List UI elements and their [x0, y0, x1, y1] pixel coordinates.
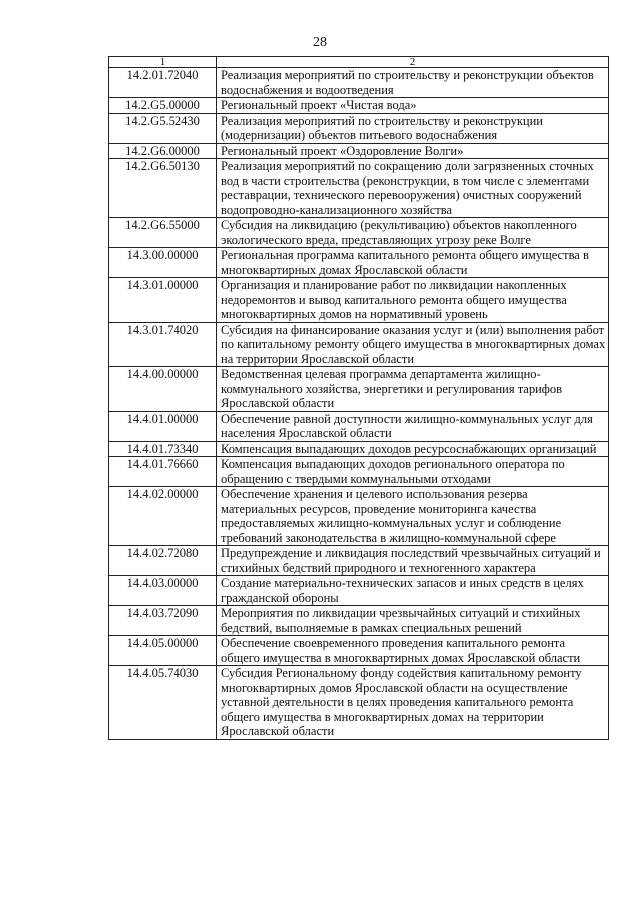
- row-name: Субсидия на финансирование оказания услуг и (или) выполнения работ по капитальному ремонту общего имущества в многоквартирных домах на территории Ярославской области: [217, 322, 609, 367]
- table-row: [109, 143, 609, 159]
- row-code: 14.3.00.00000: [109, 248, 217, 278]
- table-row: [109, 159, 609, 218]
- table-header-row: [109, 57, 609, 68]
- row-code: 14.3.01.74020: [109, 322, 217, 367]
- column-header-code: 1: [109, 57, 217, 68]
- row-code: 14.4.03.00000: [109, 576, 217, 606]
- table-row: [109, 576, 609, 606]
- row-code: 14.4.05.74030: [109, 666, 217, 740]
- row-code: 14.4.03.72090: [109, 606, 217, 636]
- row-code: 14.4.01.73340: [109, 441, 217, 457]
- table-row: [109, 606, 609, 636]
- row-code: 14.2.G6.55000: [109, 218, 217, 248]
- row-name: Региональная программа капитального ремонта общего имущества в многоквартирных домах Ярославской области: [217, 248, 609, 278]
- table-row: [109, 322, 609, 367]
- table-row: [109, 98, 609, 114]
- table-row: [109, 68, 609, 98]
- row-code: 14.4.02.00000: [109, 487, 217, 546]
- table-row: [109, 636, 609, 666]
- table-row: [109, 113, 609, 143]
- row-name: Мероприятия по ликвидации чрезвычайных ситуаций и стихийных бедствий, выполняемые в рамках специальных решений: [217, 606, 609, 636]
- table-row: [109, 367, 609, 412]
- table-row: [109, 411, 609, 441]
- row-name: Региональный проект «Оздоровление Волги»: [217, 143, 609, 159]
- row-name: Обеспечение равной доступности жилищно-коммунальных услуг для населения Ярославской области: [217, 411, 609, 441]
- row-code: 14.4.05.00000: [109, 636, 217, 666]
- row-name: Реализация мероприятий по сокращению доли загрязненных сточных вод в части строительства (реконструкции, в том числе с элементами реставрации, технического перевооружения) очистных сооружений водопроводно-канализационного хозяйства: [217, 159, 609, 218]
- table-body: [109, 68, 609, 740]
- table-row: [109, 278, 609, 323]
- row-name: Субсидия Региональному фонду содействия капитальному ремонту многоквартирных домов Ярославской области на осуществление уставной деятельности в целях проведения капитального ремонта общего имущества в многоквартирных домах на территории Ярославской области: [217, 666, 609, 740]
- row-name: Создание материально-технических запасов и иных средств в целях гражданской обороны: [217, 576, 609, 606]
- table-row: [109, 248, 609, 278]
- table-row: [109, 218, 609, 248]
- row-code: 14.2.G5.52430: [109, 113, 217, 143]
- row-name: Ведомственная целевая программа департамента жилищно-коммунального хозяйства, энергетики и регулирования тарифов Ярославской области: [217, 367, 609, 412]
- row-name: Организация и планирование работ по ликвидации накопленных недоремонтов и вывод капитального ремонта общего имущества многоквартирных домов на нормативный уровень: [217, 278, 609, 323]
- row-code: 14.2.G5.00000: [109, 98, 217, 114]
- row-name: Предупреждение и ликвидация последствий чрезвычайных ситуаций и стихийных бедствий природного и техногенного характера: [217, 546, 609, 576]
- row-code: 14.2.G6.50130: [109, 159, 217, 218]
- row-name: Компенсация выпадающих доходов ресурсоснабжающих организаций: [217, 441, 609, 457]
- table-row: [109, 546, 609, 576]
- row-code: 14.4.00.00000: [109, 367, 217, 412]
- row-name: Компенсация выпадающих доходов регионального оператора по обращению с твердыми коммунальными отходами: [217, 457, 609, 487]
- row-name: Обеспечение хранения и целевого использования резерва материальных ресурсов, проведение мониторинга качества предоставляемых жилищно-коммунальных услуг и соблюдение требований законодательства в жилищно-коммунальной сфере: [217, 487, 609, 546]
- row-code: 14.2.01.72040: [109, 68, 217, 98]
- row-name: Реализация мероприятий по строительству и реконструкции объектов водоснабжения и водоотведения: [217, 68, 609, 98]
- page-number: 28: [313, 35, 327, 50]
- row-name: Региональный проект «Чистая вода»: [217, 98, 609, 114]
- row-name: Обеспечение своевременного проведения капитального ремонта общего имущества в многоквартирных домах Ярославской области: [217, 636, 609, 666]
- budget-classification-table: [108, 56, 609, 740]
- table-row: [109, 457, 609, 487]
- row-code: 14.4.02.72080: [109, 546, 217, 576]
- row-name: Субсидия на ликвидацию (рекультивацию) объектов накопленного экологического вреда, представляющих угрозу реке Волге: [217, 218, 609, 248]
- row-code: 14.3.01.00000: [109, 278, 217, 323]
- table-row: [109, 441, 609, 457]
- table-row: [109, 666, 609, 740]
- column-header-name: 2: [217, 57, 609, 68]
- row-name: Реализация мероприятий по строительству и реконструкции (модернизации) объектов питьевого водоснабжения: [217, 113, 609, 143]
- row-code: 14.4.01.00000: [109, 411, 217, 441]
- row-code: 14.2.G6.00000: [109, 143, 217, 159]
- row-code: 14.4.01.76660: [109, 457, 217, 487]
- table-row: [109, 487, 609, 546]
